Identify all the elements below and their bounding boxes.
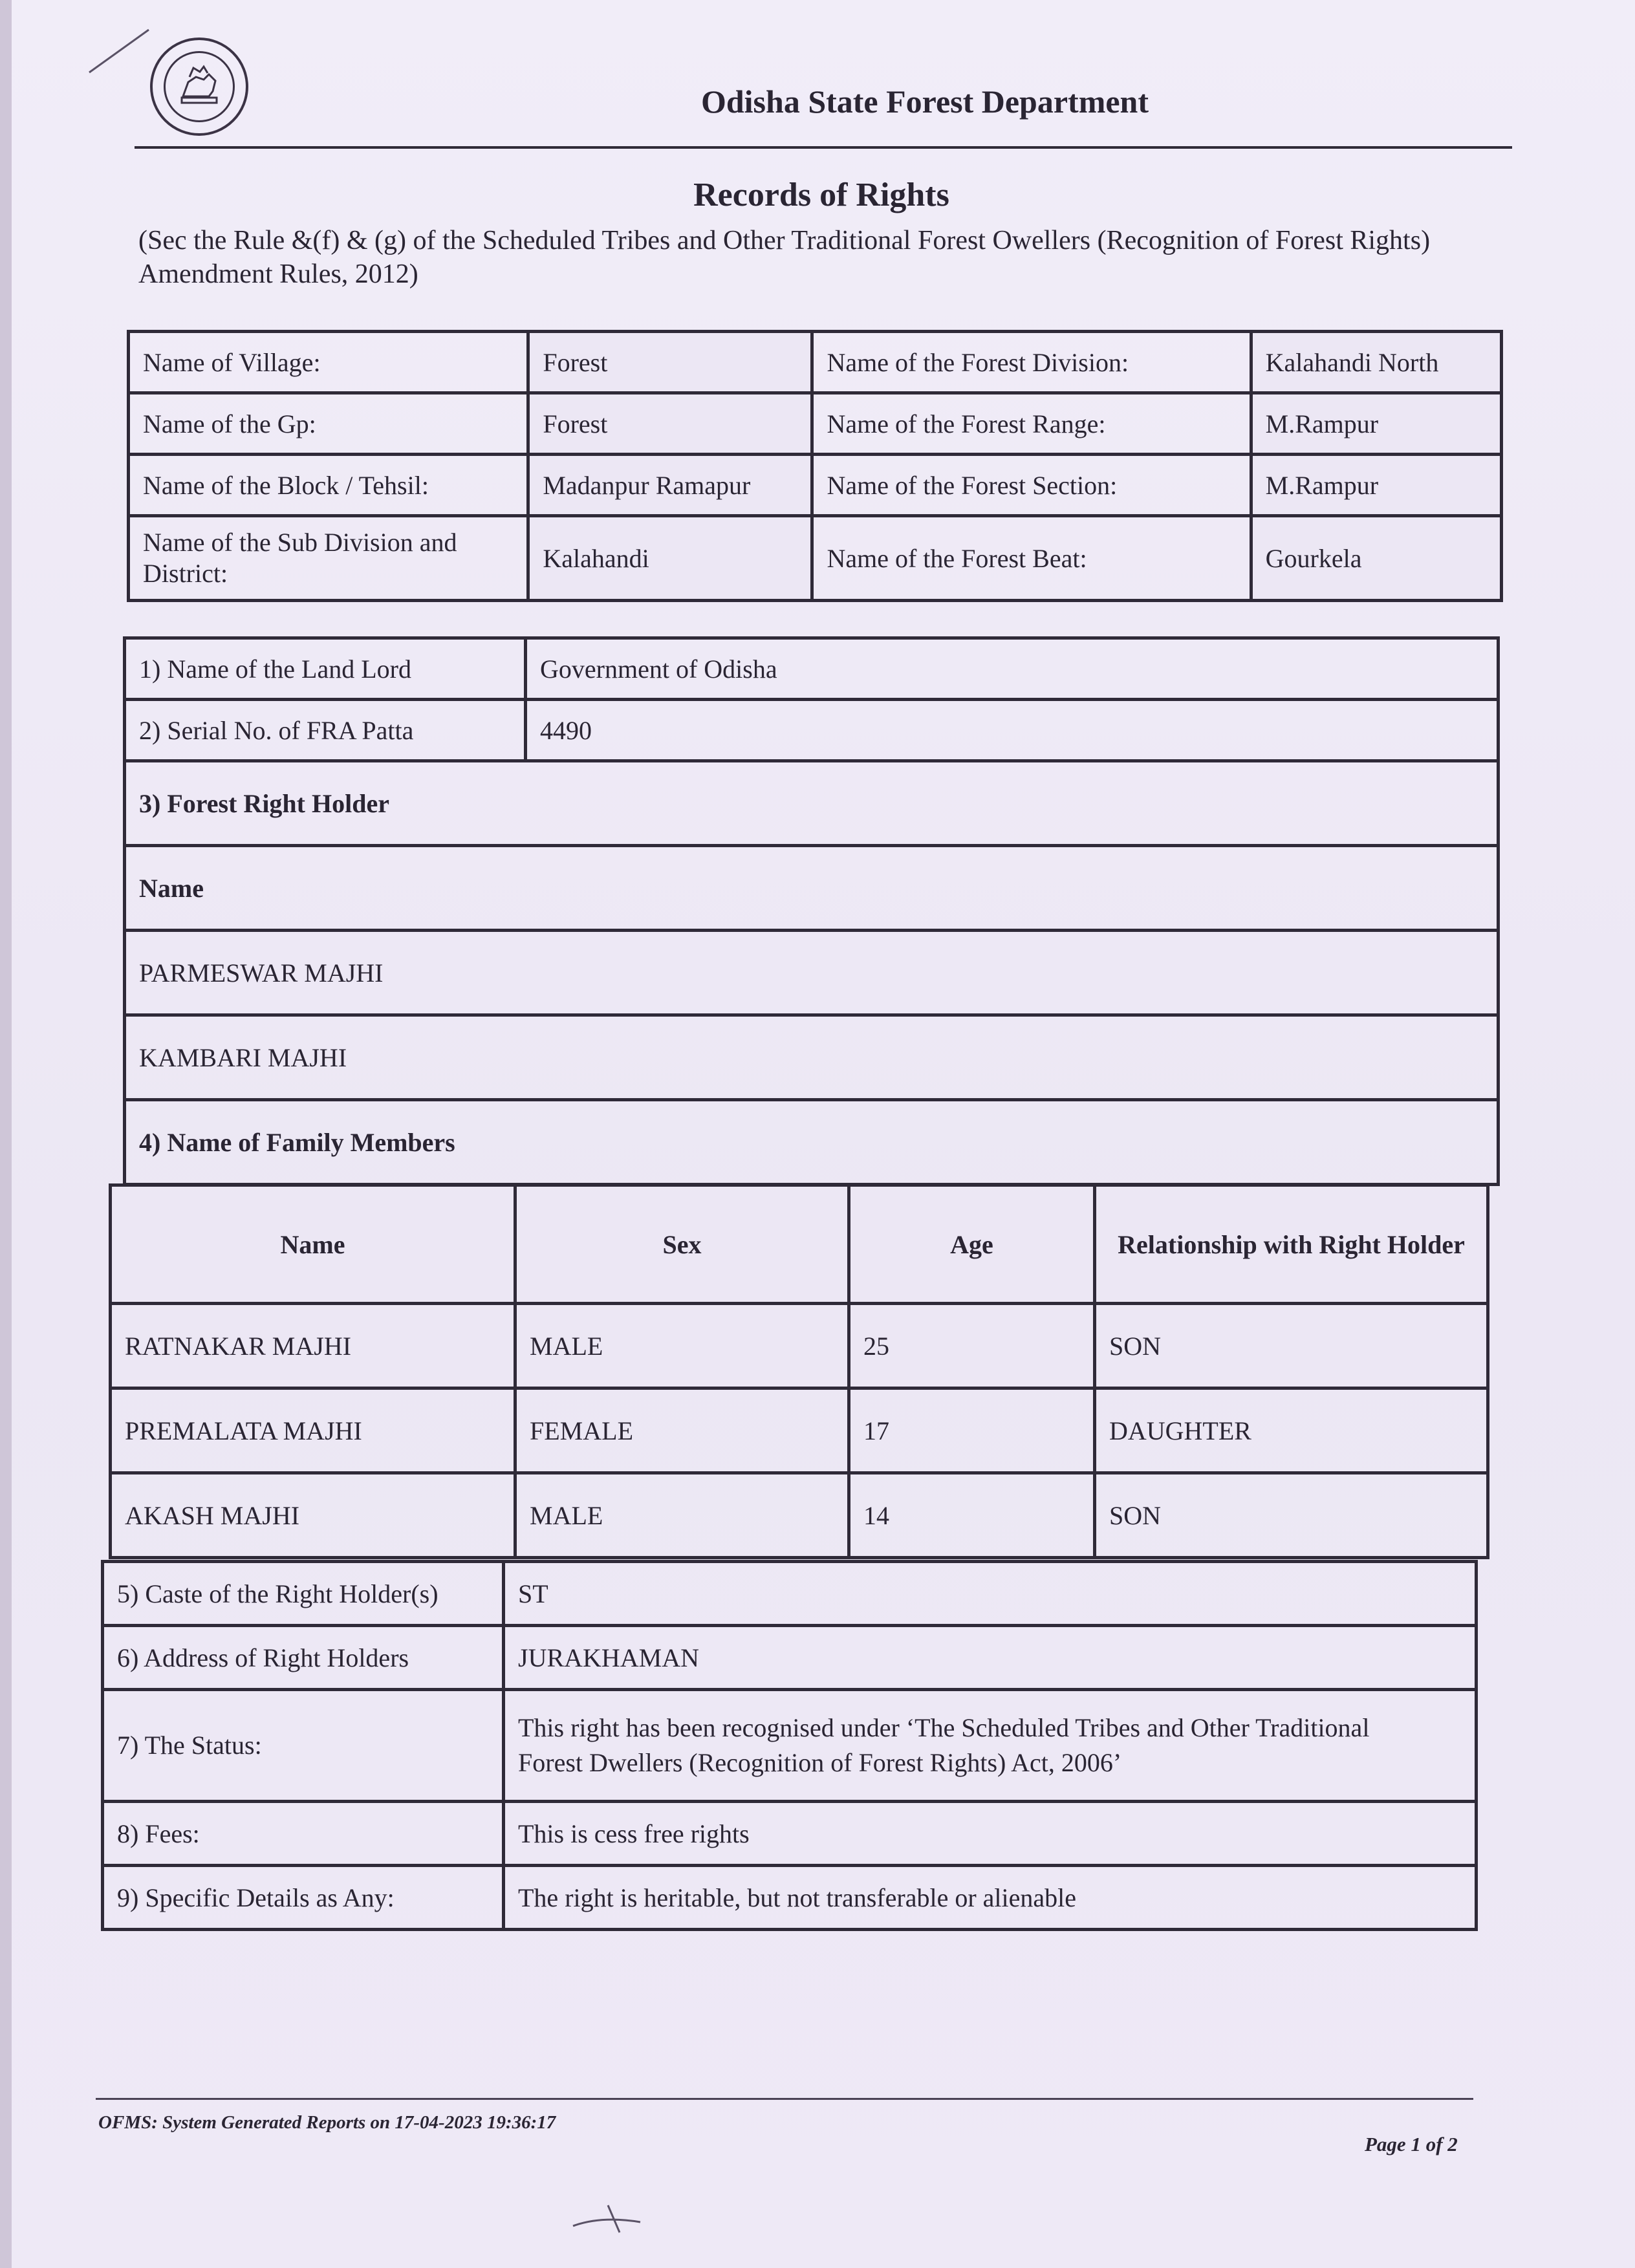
table-row [125, 700, 1499, 761]
table-row [103, 1626, 1477, 1690]
table-row [125, 761, 1499, 846]
block-label: Name of the Block / Tehsil: [129, 455, 528, 516]
forest-beat-value: Gourkela [1251, 516, 1501, 601]
table-row [111, 1304, 1488, 1388]
block-value: Madanpur Ramapur [528, 455, 812, 516]
forest-section-value: M.Rampur [1251, 455, 1501, 516]
gp-label: Name of the Gp: [129, 393, 528, 455]
member-relationship: SON [1095, 1304, 1488, 1388]
document-subtitle: (Sec the Rule &(f) & (g) of the Scheduled Tribes and Other Traditional Forest Owellers (Recognition of Forest Rights) Amendment Rules, 2012) [138, 226, 1431, 289]
member-name: PREMALATA MAJHI [111, 1388, 515, 1473]
gp-value: Forest [528, 393, 812, 455]
status-label: 7) The Status: [103, 1690, 504, 1802]
address-value: JURAKHAMAN [504, 1626, 1477, 1690]
forest-section-label: Name of the Forest Section: [812, 455, 1251, 516]
column-header-relationship: Relationship with Right Holder [1095, 1185, 1488, 1304]
member-name: RATNAKAR MAJHI [111, 1304, 515, 1388]
subdivision-value: Kalahandi [528, 516, 812, 601]
subdivision-label: Name of the Sub Division and District: [129, 516, 528, 601]
member-sex: MALE [515, 1473, 849, 1558]
member-sex: FEMALE [515, 1388, 849, 1473]
specific-details-label: 9) Specific Details as Any: [103, 1866, 504, 1930]
forest-division-value: Kalahandi North [1251, 332, 1501, 393]
forest-range-label: Name of the Forest Range: [812, 393, 1251, 455]
location-table [127, 330, 1503, 602]
forest-division-label: Name of the Forest Division: [812, 332, 1251, 393]
holder-name: KAMBARI MAJHI [125, 1015, 1499, 1100]
caste-value: ST [504, 1562, 1477, 1626]
details-table [101, 1560, 1478, 1931]
table-row [103, 1866, 1477, 1930]
column-header-name: Name [111, 1185, 515, 1304]
member-age: 25 [849, 1304, 1095, 1388]
generated-timestamp: OFMS: System Generated Reports on 17-04-2023 19:36:17 [98, 2112, 556, 2133]
fees-value: This is cess free rights [504, 1802, 1477, 1866]
serial-label: 2) Serial No. of FRA Patta [125, 700, 526, 761]
member-relationship: DAUGHTER [1095, 1388, 1488, 1473]
table-row [125, 1100, 1499, 1185]
header-divider [135, 146, 1512, 149]
table-header-row [111, 1185, 1488, 1304]
landlord-value: Government of Odisha [526, 638, 1499, 700]
table-row [129, 393, 1502, 455]
forest-beat-label: Name of the Forest Beat: [812, 516, 1251, 601]
document-title: Records of Rights [693, 177, 949, 213]
holder-heading: 3) Forest Right Holder [125, 761, 1499, 846]
scan-edge [0, 0, 12, 2268]
member-age: 17 [849, 1388, 1095, 1473]
column-header-sex: Sex [515, 1185, 849, 1304]
table-row [125, 931, 1499, 1015]
table-row [125, 1015, 1499, 1100]
pen-stroke-mark [569, 2196, 647, 2235]
table-row [111, 1388, 1488, 1473]
table-row [125, 638, 1499, 700]
specific-details-value: The right is heritable, but not transferable or alienable [504, 1866, 1477, 1930]
department-name: Odisha State Forest Department [700, 83, 1149, 120]
table-row [103, 1802, 1477, 1866]
village-label: Name of Village: [129, 332, 528, 393]
member-sex: MALE [515, 1304, 849, 1388]
member-name: AKASH MAJHI [111, 1473, 515, 1558]
forest-range-value: M.Rampur [1251, 393, 1501, 455]
table-row [129, 332, 1502, 393]
table-row [129, 516, 1502, 601]
page-number: Page 1 of 2 [1365, 2133, 1458, 2155]
table-row [129, 455, 1502, 516]
serial-value: 4490 [526, 700, 1499, 761]
name-heading: Name [125, 846, 1499, 931]
fees-label: 8) Fees: [103, 1802, 504, 1866]
status-line: Forest Dwellers (Recognition of Forest Rights) Act, 2006’ [518, 1748, 1122, 1777]
member-age: 14 [849, 1473, 1095, 1558]
status-line: This right has been recognised under ‘The Scheduled Tribes and Other Traditional [518, 1713, 1370, 1742]
landlord-label: 1) Name of the Land Lord [125, 638, 526, 700]
status-value [504, 1690, 1477, 1802]
address-label: 6) Address of Right Holders [103, 1626, 504, 1690]
pen-stroke-mark [84, 26, 155, 78]
member-relationship: SON [1095, 1473, 1488, 1558]
table-row [103, 1562, 1477, 1626]
village-value: Forest [528, 332, 812, 393]
record-table [123, 636, 1500, 1186]
column-header-age: Age [849, 1185, 1095, 1304]
table-row [111, 1473, 1488, 1558]
caste-label: 5) Caste of the Right Holder(s) [103, 1562, 504, 1626]
table-row [103, 1690, 1477, 1802]
family-members-table [109, 1183, 1489, 1559]
table-row [125, 846, 1499, 931]
family-heading: 4) Name of Family Members [125, 1100, 1499, 1185]
footer-divider [96, 2098, 1473, 2100]
holder-name: PARMESWAR MAJHI [125, 931, 1499, 1015]
